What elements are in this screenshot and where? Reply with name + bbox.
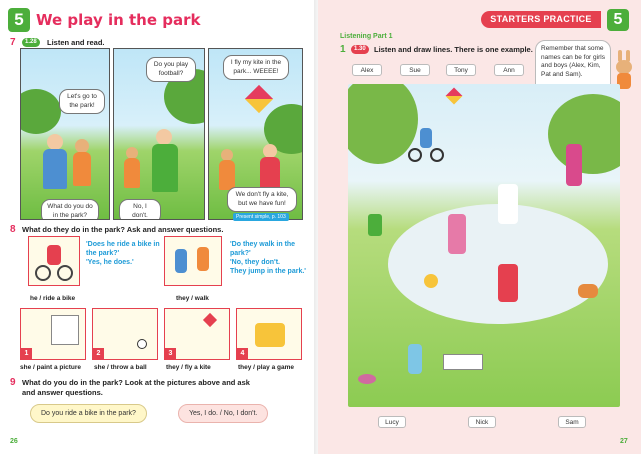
exercise-7-number: 7	[10, 37, 16, 48]
left-page	[0, 0, 318, 454]
cat-illustration	[578, 284, 598, 298]
tree-illustration	[548, 94, 620, 174]
stool-illustration	[358, 374, 376, 384]
exercise-8-instruction: What do they do in the park? Ask and answer questions.	[22, 225, 224, 234]
speech-answer: Yes, I do. / No, I don't.	[178, 404, 268, 423]
speech-bubble: Let's go to the park!	[59, 89, 105, 114]
right-page	[318, 0, 641, 454]
audio-track-icon[interactable]: 1.30	[351, 45, 369, 54]
unit-badge: 5	[8, 8, 30, 32]
speech-bubble: What do you do in the park?	[41, 199, 99, 220]
name-tag-lucy[interactable]: Lucy	[378, 416, 406, 428]
exercise-1-instruction: Listen and draw lines. There is one example.	[374, 45, 533, 54]
exercise-9-number: 9	[10, 377, 16, 388]
exercise-8-number: 8	[10, 224, 16, 235]
exercise-1-number: 1	[340, 44, 346, 55]
unit-badge: 5	[607, 9, 629, 31]
name-tag-ann[interactable]: Ann	[494, 64, 524, 76]
lesson-title: We play in the park	[36, 11, 201, 29]
exercise-9-instruction: What do you do in the park? Look at the pictures above and ask and answer questions.	[22, 378, 250, 397]
park-scene-illustration	[348, 84, 620, 407]
boy-illustration	[498, 264, 518, 302]
starters-practice-banner: STARTERS PRACTICE	[481, 11, 601, 28]
comic-panel-2	[113, 48, 205, 220]
section-title: Listening Part 1	[340, 33, 393, 40]
speech-bubble: I fly my kite in the park... WEEEE!	[223, 55, 289, 80]
speech-bubble: We don't fly a kite, but we have fun!	[227, 187, 297, 212]
example-question-2: 'Do they walk in the park?' 'No, they don't. They jump in the park.'	[230, 241, 306, 275]
speech-bubble: No, I don't.	[119, 199, 161, 220]
kite-illustration	[446, 88, 463, 105]
comic-panel-1	[20, 48, 110, 220]
bike-picture	[28, 236, 80, 286]
exercise-7-instruction: Listen and read.	[47, 38, 105, 47]
name-tag-alex[interactable]: Alex	[352, 64, 382, 76]
girl-illustration	[566, 144, 582, 186]
girl-illustration	[408, 344, 422, 374]
kite-illustration	[245, 85, 273, 113]
speech-question: Do you ride a bike in the park?	[30, 404, 147, 423]
caption-walk: they / walk	[176, 295, 209, 302]
ball-picture: 2	[92, 308, 158, 360]
caption-game: they / play a game	[238, 364, 294, 371]
boy-illustration	[498, 184, 518, 224]
paint-box-illustration	[443, 354, 483, 370]
cyclist-illustration	[408, 128, 444, 164]
page-number: 26	[10, 438, 18, 445]
caption-throw: she / throw a ball	[94, 364, 147, 371]
name-tag-nick[interactable]: Nick	[468, 416, 496, 428]
grammar-reference-tag[interactable]: Present simple, p. 103	[233, 213, 289, 221]
caption-bike: he / ride a bike	[30, 295, 76, 302]
ball-illustration	[424, 274, 438, 288]
caption-paint: she / paint a picture	[20, 364, 82, 371]
name-tag-tony[interactable]: Tony	[446, 64, 476, 76]
audio-track-icon[interactable]: 1.28	[22, 38, 40, 47]
painting-picture: 1	[20, 308, 86, 360]
speech-bubble: Do you play football?	[146, 57, 196, 82]
girl-illustration	[448, 214, 466, 254]
example-question-1: 'Does he ride a bike in the park?' 'Yes, he does.'	[86, 241, 160, 266]
bin-illustration	[368, 214, 382, 236]
name-tag-sue[interactable]: Sue	[400, 64, 430, 76]
tip-note: Remember that some names can be for girls and boys (Alex, Kim, Pat and Sam).	[535, 40, 611, 110]
game-picture: 4	[236, 308, 302, 360]
kite-picture: 3	[164, 308, 230, 360]
caption-kite: they / fly a kite	[166, 364, 211, 371]
comic-panel-3	[208, 48, 303, 220]
page-number: 27	[620, 438, 628, 445]
tree-illustration	[20, 89, 61, 134]
name-tag-sam[interactable]: Sam	[558, 416, 586, 428]
jumping-picture	[164, 236, 222, 286]
